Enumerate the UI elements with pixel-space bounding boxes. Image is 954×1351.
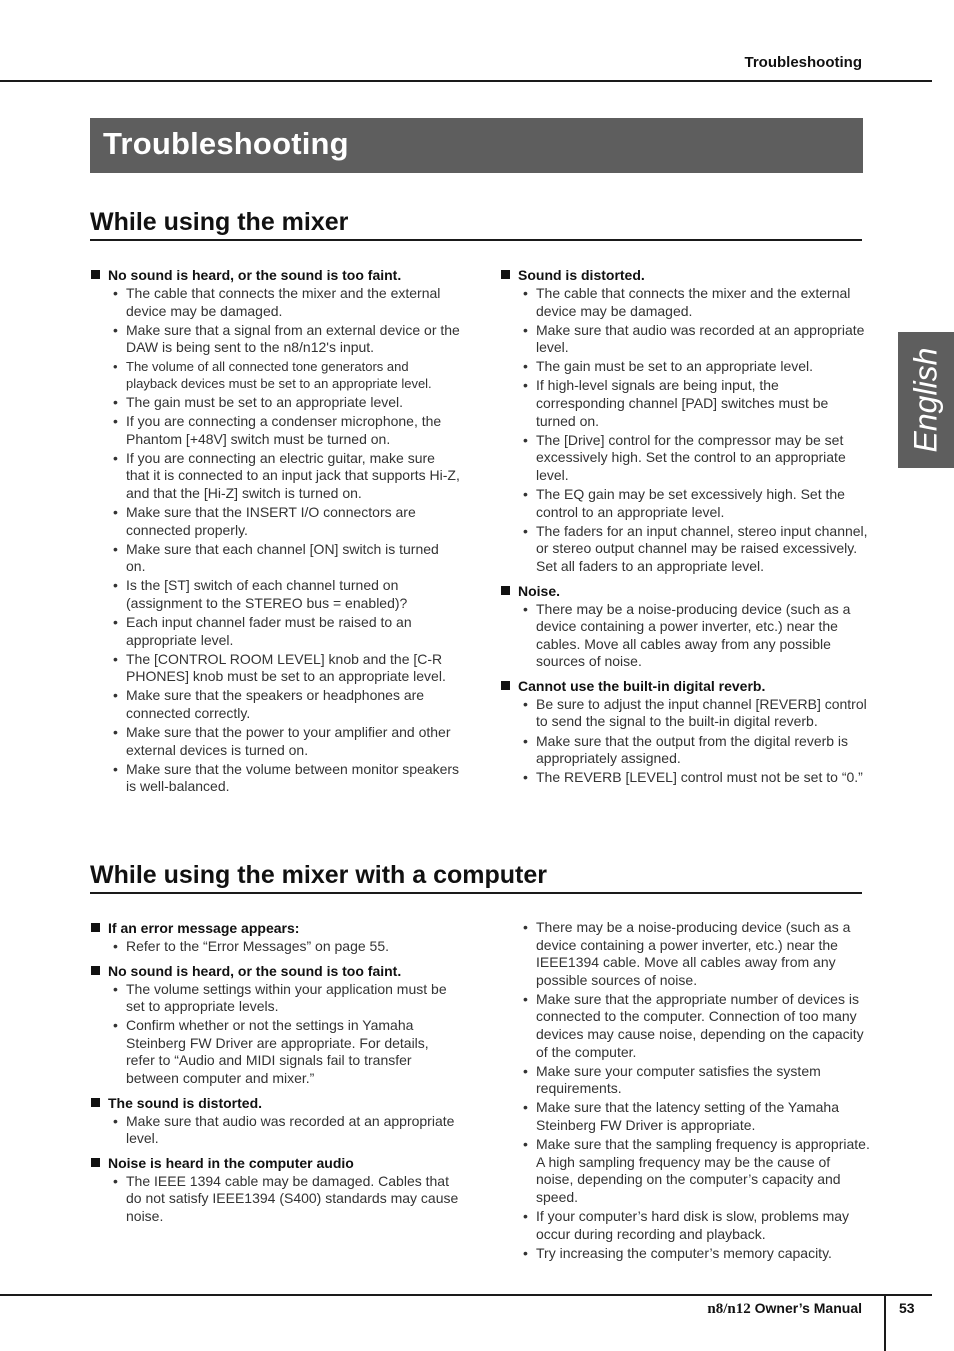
list-item: • The EQ gain may be set excessively high. Set the control to an appropriate level. [500, 486, 870, 521]
list-item: • Be sure to adjust the input channel [REVERB] control to send the signal to the built-in digital reverb. [500, 696, 870, 731]
page-title-bar [90, 118, 863, 173]
list-item: • Make sure that the speakers or headphones are connected correctly. [90, 687, 460, 722]
list-item: • Make sure that the output from the digital reverb is appropriately assigned. [500, 733, 870, 768]
block-heading: If an error message appears: [90, 919, 460, 937]
list-item: • If you are connecting an electric guitar, make sure that it is connected to an input jack that supports Hi-Z, and that the [Hi-Z] switch is turned on. [90, 450, 460, 503]
list-item: • The cable that connects the mixer and the external device may be damaged. [90, 285, 460, 320]
list-item: • Make sure that the volume between monitor speakers is well-balanced. [90, 761, 460, 796]
list-item: • Make sure your computer satisfies the system requirements. [500, 1063, 870, 1098]
list-item: • The cable that connects the mixer and the external device may be damaged. [500, 285, 870, 320]
block-heading: No sound is heard, or the sound is too faint. [90, 266, 460, 284]
list-item: • The REVERB [LEVEL] control must not be set to “0.” [500, 769, 870, 787]
section-heading: While using the mixer [90, 208, 349, 236]
list-item: • Make sure that each channel [ON] switch is turned on. [90, 541, 460, 576]
list-item: • Make sure that the latency setting of the Yamaha Steinberg FW Driver is appropriate. [500, 1099, 870, 1134]
section-heading: While using the mixer with a computer [90, 861, 548, 889]
list-item: • Confirm whether or not the settings in Yamaha Steinberg FW Driver are appropriate. For details, refer to “Audio and MIDI signals fail to transfer between computer and mixer.” [90, 1017, 460, 1087]
block-heading: The sound is distorted. [90, 1094, 460, 1112]
section-title-computer [90, 858, 862, 894]
section-title-mixer [90, 205, 862, 241]
trouble-block [500, 266, 870, 576]
trouble-block [500, 677, 870, 787]
block-heading: Noise is heard in the computer audio [90, 1154, 460, 1172]
section2-right-column [500, 919, 870, 1264]
trouble-block [90, 919, 460, 956]
list-item: • Make sure that the power to your amplifier and other external devices is turned on. [90, 724, 460, 759]
list-item: • The gain must be set to an appropriate level. [500, 358, 870, 376]
trouble-block [90, 1154, 460, 1226]
model-logo: n8/n12 [707, 1301, 751, 1317]
bullet-list [500, 919, 870, 1262]
list-item: • The faders for an input channel, stereo input channel, or stereo output channel may be raised excessively. Set all faders to an appropriate level. [500, 523, 870, 576]
list-item: • Each input channel fader must be raised to an appropriate level. [90, 614, 460, 649]
block-heading: No sound is heard, or the sound is too faint. [90, 962, 460, 980]
bullet-list [500, 285, 870, 576]
top-rule [0, 80, 932, 82]
list-item: • Refer to the “Error Messages” on page 55. [90, 938, 460, 956]
manual-label: Owner’s Manual [754, 1300, 862, 1316]
list-item: • Make sure that the sampling frequency is appropriate. A high sampling frequency may be the cause of noise, depending on the computer’s capacity and speed. [500, 1136, 870, 1206]
list-item: • Make sure that audio was recorded at an appropriate level. [500, 322, 870, 357]
list-item: • If you are connecting a condenser microphone, the Phantom [+48V] switch must be turned on. [90, 413, 460, 448]
list-item: • Make sure that the INSERT I/O connectors are connected properly. [90, 504, 460, 539]
language-tab [898, 332, 954, 468]
bullet-list [500, 601, 870, 671]
block-heading: Cannot use the built-in digital reverb. [500, 677, 870, 695]
bullet-list [90, 981, 460, 1088]
list-item: • The [Drive] control for the compressor may be set excessively high. Set the control to an appropriate level. [500, 432, 870, 485]
list-item: • The gain must be set to an appropriate level. [90, 394, 460, 412]
list-item: • Try increasing the computer’s memory capacity. [500, 1245, 870, 1263]
list-item: • There may be a noise-producing device (such as a device containing a power inverter, etc.) near the IEEE1394 cable. Move all cables away from any possible sources of noise. [500, 919, 870, 989]
list-item: • If high-level signals are being input, the corresponding channel [PAD] switches must be turned on. [500, 377, 870, 430]
list-item: • Make sure that audio was recorded at an appropriate level. [90, 1113, 460, 1148]
list-item: • The volume of all connected tone generators and playback devices must be set to an appropriate level. [90, 358, 460, 392]
footer-divider [884, 1294, 886, 1351]
bullet-list [90, 1113, 460, 1148]
bullet-list [90, 1173, 460, 1226]
list-item: • Make sure that the appropriate number of devices is connected to the computer. Connection of too many devices may cause noise, depending on the capacity of the computer. [500, 991, 870, 1061]
list-item: • If your computer’s hard disk is slow, problems may occur during recording and playback. [500, 1208, 870, 1243]
section2-left-column [90, 919, 460, 1232]
trouble-block [90, 1094, 460, 1148]
bullet-list [90, 938, 460, 956]
list-item: • The [CONTROL ROOM LEVEL] knob and the [C-R PHONES] knob must be set to an appropriate level. [90, 651, 460, 686]
bullet-list [90, 285, 460, 796]
block-heading: Sound is distorted. [500, 266, 870, 284]
language-tab-label: English [907, 347, 944, 453]
section1-right-column [500, 266, 870, 793]
list-item: • Is the [ST] switch of each channel turned on (assignment to the STEREO bus = enabled)? [90, 577, 460, 612]
bottom-rule [0, 1294, 932, 1296]
running-head: Troubleshooting [744, 54, 862, 71]
bullet-list [500, 696, 870, 787]
page-title: Troubleshooting [103, 126, 349, 161]
list-item: • Make sure that a signal from an external device or the DAW is being sent to the n8/n12's input. [90, 322, 460, 357]
footer-manual-title [707, 1300, 862, 1318]
list-item: • There may be a noise-producing device (such as a device containing a power inverter, etc.) near the cables. Move all cables away from any possible sources of noise. [500, 601, 870, 671]
page-number: 53 [899, 1300, 915, 1316]
trouble-block [90, 962, 460, 1088]
trouble-block [500, 582, 870, 671]
trouble-block [90, 266, 460, 796]
list-item: • The IEEE 1394 cable may be damaged. Cables that do not satisfy IEEE1394 (S400) standards may cause noise. [90, 1173, 460, 1226]
block-heading: Noise. [500, 582, 870, 600]
list-item: • The volume settings within your application must be set to appropriate levels. [90, 981, 460, 1016]
section1-left-column [90, 266, 460, 802]
